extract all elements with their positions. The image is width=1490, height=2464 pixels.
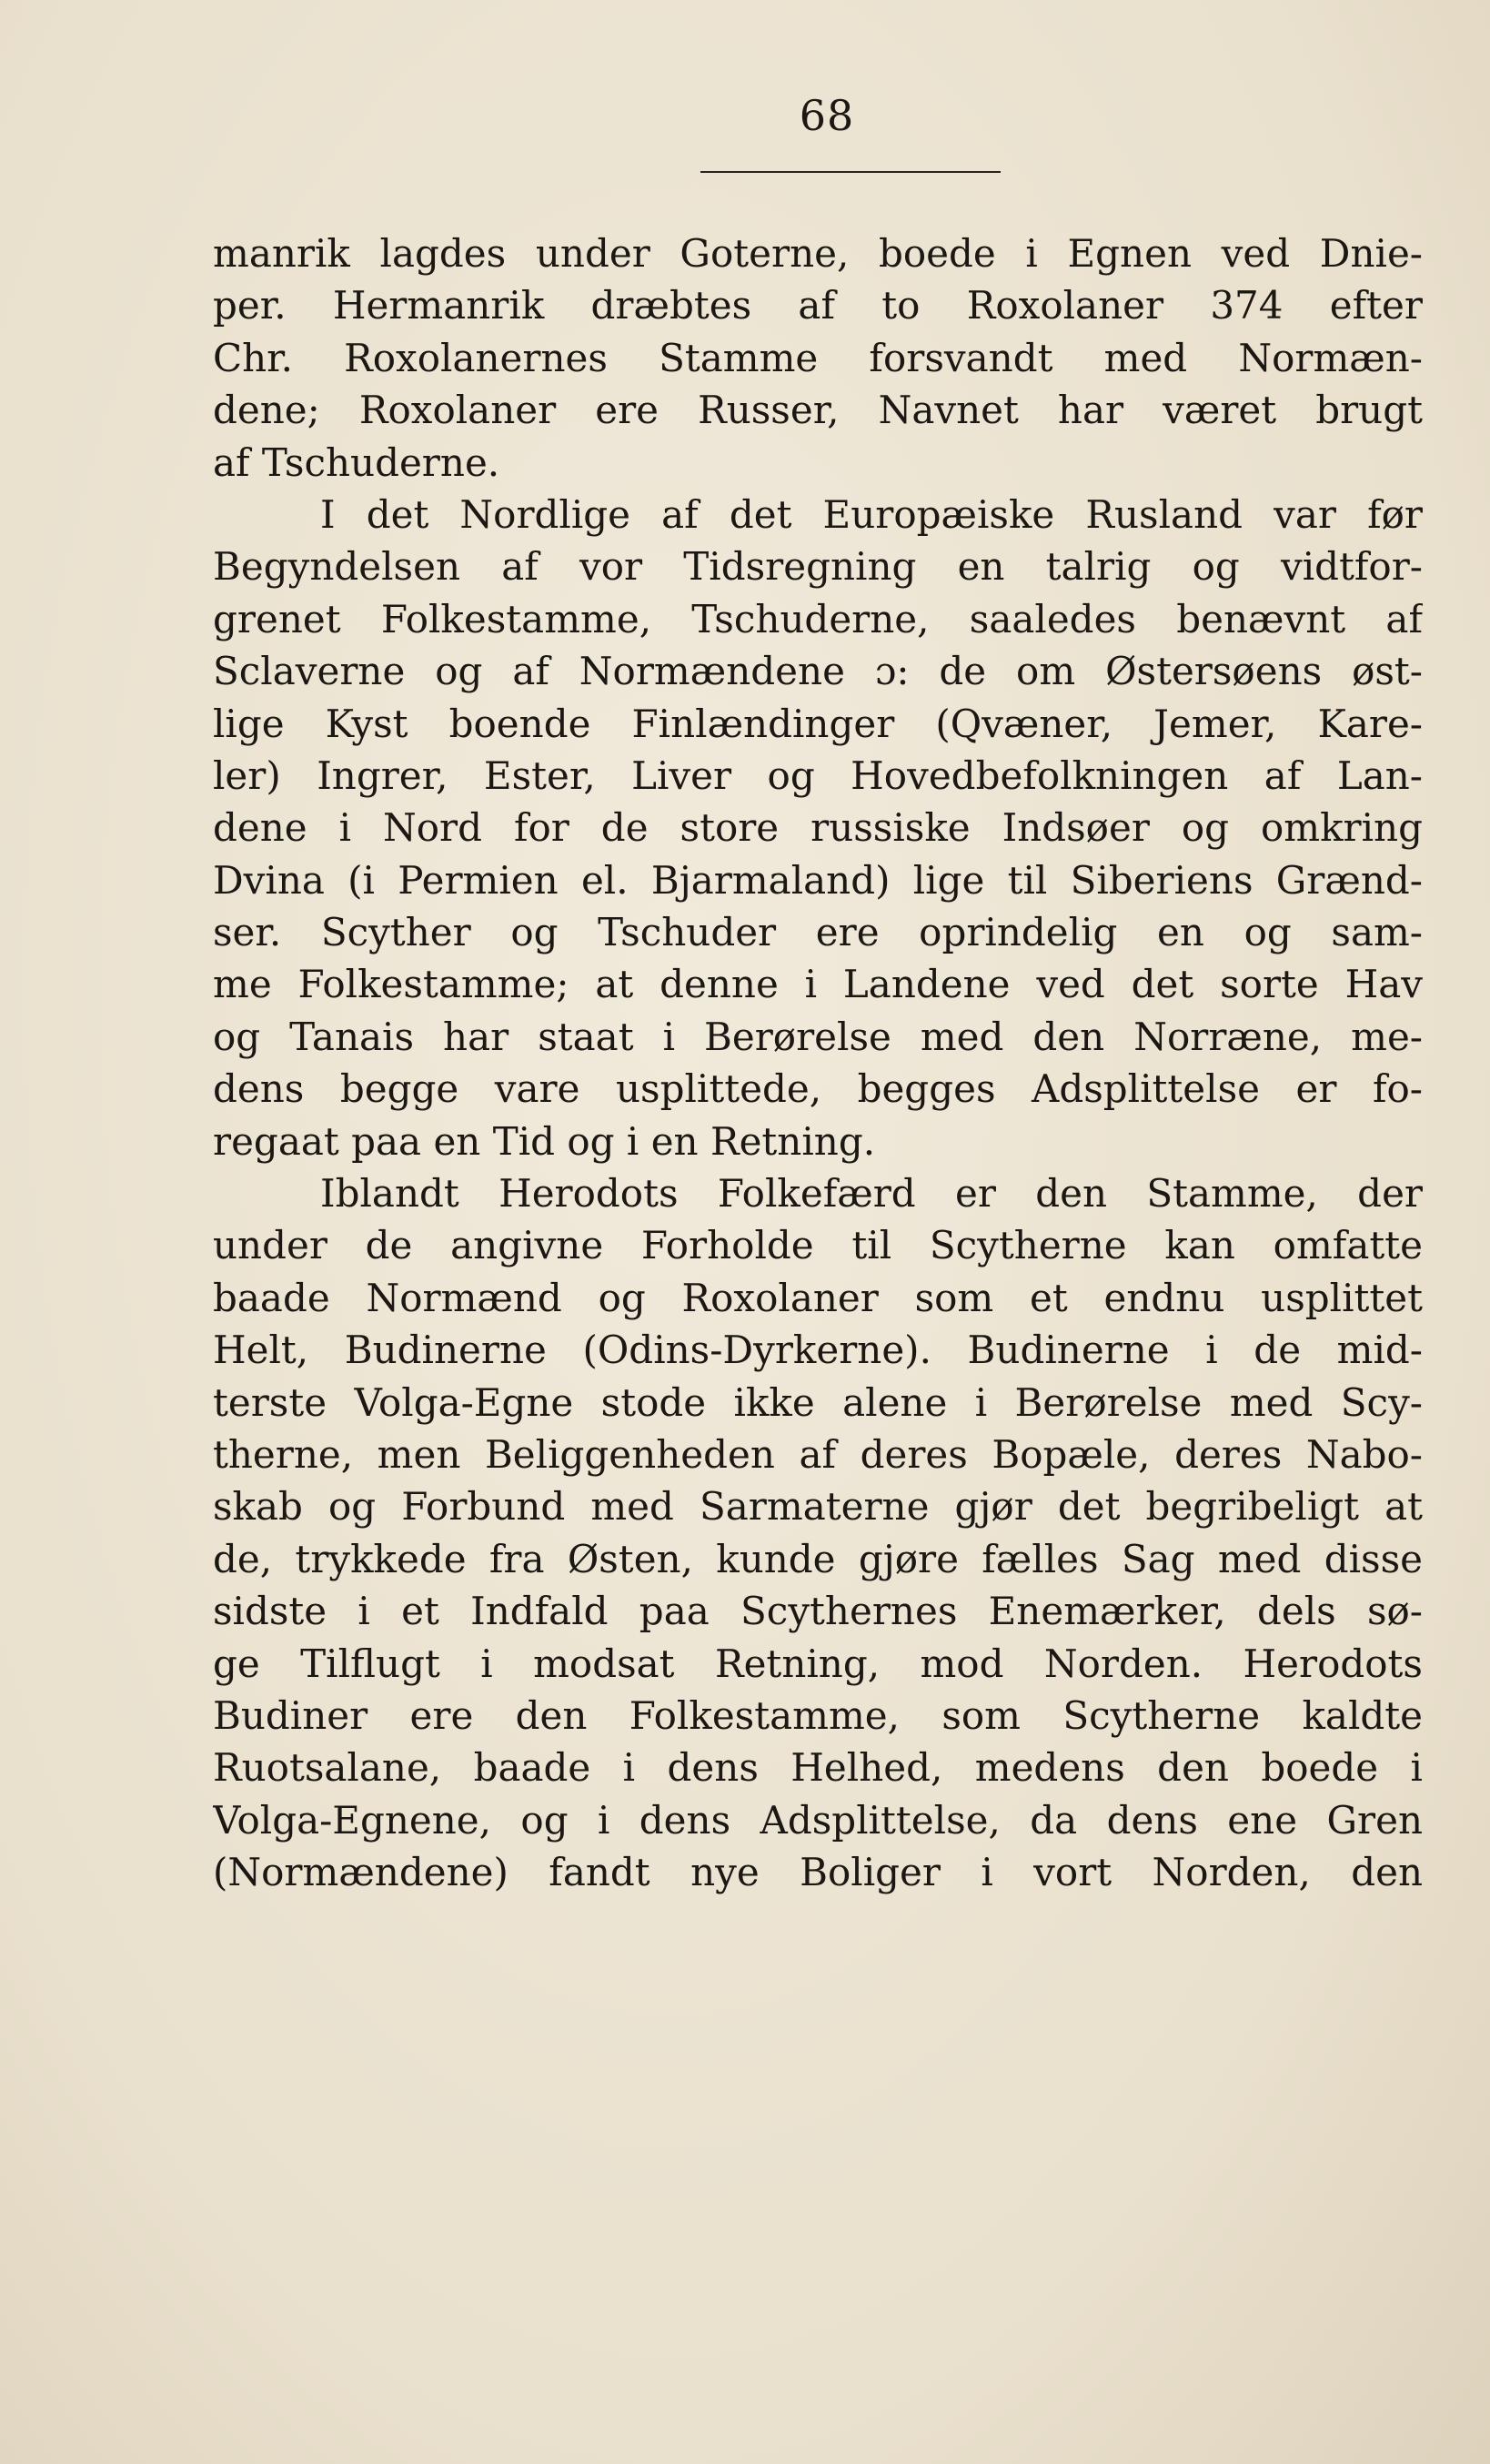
text-line: sidste i et Indfald paa Scythernes Enemærker, dels sø- xyxy=(213,1589,1423,1634)
text-line: (Normændene) fandt nye Boliger i vort Norden, den xyxy=(213,1850,1423,1895)
text-line: dens begge vare usplittede, begges Adsplittelse er fo- xyxy=(213,1066,1423,1112)
text-line: therne, men Beliggenheden af deres Bopæle, deres Nabo- xyxy=(213,1431,1423,1477)
text-line: me Folkestamme; at denne i Landene ved det sorte Hav xyxy=(213,962,1423,1007)
text-line: Iblandt Herodots Folkefærd er den Stamme, der xyxy=(320,1171,1423,1217)
text-line: dene i Nord for de store russiske Indsøer og omkring xyxy=(213,805,1423,851)
text-line: Dvina (i Permien el. Bjarmaland) lige til Siberiens Grænd- xyxy=(213,857,1423,903)
text-line: ge Tilflugt i modsat Retning, mod Norden. Herodots xyxy=(213,1641,1423,1686)
text-line: manrik lagdes under Goterne, boede i Egnen ved Dnie- xyxy=(213,231,1423,276)
text-line: under de angivne Forholde til Scytherne kan omfatte xyxy=(213,1223,1423,1268)
text-line: terste Volga-Egne stode ikke alene i Berørelse med Scy- xyxy=(213,1379,1423,1425)
text-line: Ruotsalane, baade i dens Helhed, medens den boede i xyxy=(213,1745,1423,1791)
text-line: Sclaverne og af Normændene ɔ: de om Østersøens øst- xyxy=(213,649,1423,694)
text-line: Budiner ere den Folkestamme, som Scytherne kaldte xyxy=(213,1692,1423,1738)
text-line: per. Hermanrik dræbtes af to Roxolaner 374 efter xyxy=(213,283,1423,328)
text-line: Begyndelsen af vor Tidsregning en talrig og vidtfor- xyxy=(213,544,1423,590)
text-line: ser. Scyther og Tschuder ere oprindelig en og sam- xyxy=(213,910,1423,955)
body-text xyxy=(213,227,1423,1899)
text-line: regaat paa en Tid og i en Retning. xyxy=(213,1118,876,1164)
text-line: Volga-Egnene, og i dens Adsplittelse, da dens ene Gren xyxy=(213,1797,1423,1843)
text-line: dene; Roxolaner ere Russer, Navnet har været brugt xyxy=(213,388,1423,433)
text-line: baade Normænd og Roxolaner som et endnu usplittet xyxy=(213,1275,1423,1320)
text-line: de, trykkede fra Østen, kunde gjøre fælles Sag med disse xyxy=(213,1536,1423,1581)
text-line: Helt, Budinerne (Odins-Dyrkerne). Budinerne i de mid- xyxy=(213,1328,1423,1373)
text-line: af Tschuderne. xyxy=(213,439,500,485)
text-line: grenet Folkestamme, Tschuderne, saaledes benævnt af xyxy=(213,596,1423,641)
page-number: 68 xyxy=(799,91,855,140)
text-line: ler) Ingrer, Ester, Liver og Hovedbefolkningen af Lan- xyxy=(213,752,1423,798)
text-line: Chr. Roxolanernes Stamme forsvandt med Normæn- xyxy=(213,335,1423,380)
text-line: skab og Forbund med Sarmaterne gjør det begribeligt at xyxy=(213,1484,1423,1530)
header-rule xyxy=(700,171,1001,173)
text-line: lige Kyst boende Finlændinger (Qvæner, Jemer, Kare- xyxy=(213,701,1423,746)
text-line: I det Nordlige af det Europæiske Rusland var før xyxy=(320,491,1423,537)
text-line: og Tanais har staat i Berørelse med den Norræne, me- xyxy=(213,1014,1423,1059)
